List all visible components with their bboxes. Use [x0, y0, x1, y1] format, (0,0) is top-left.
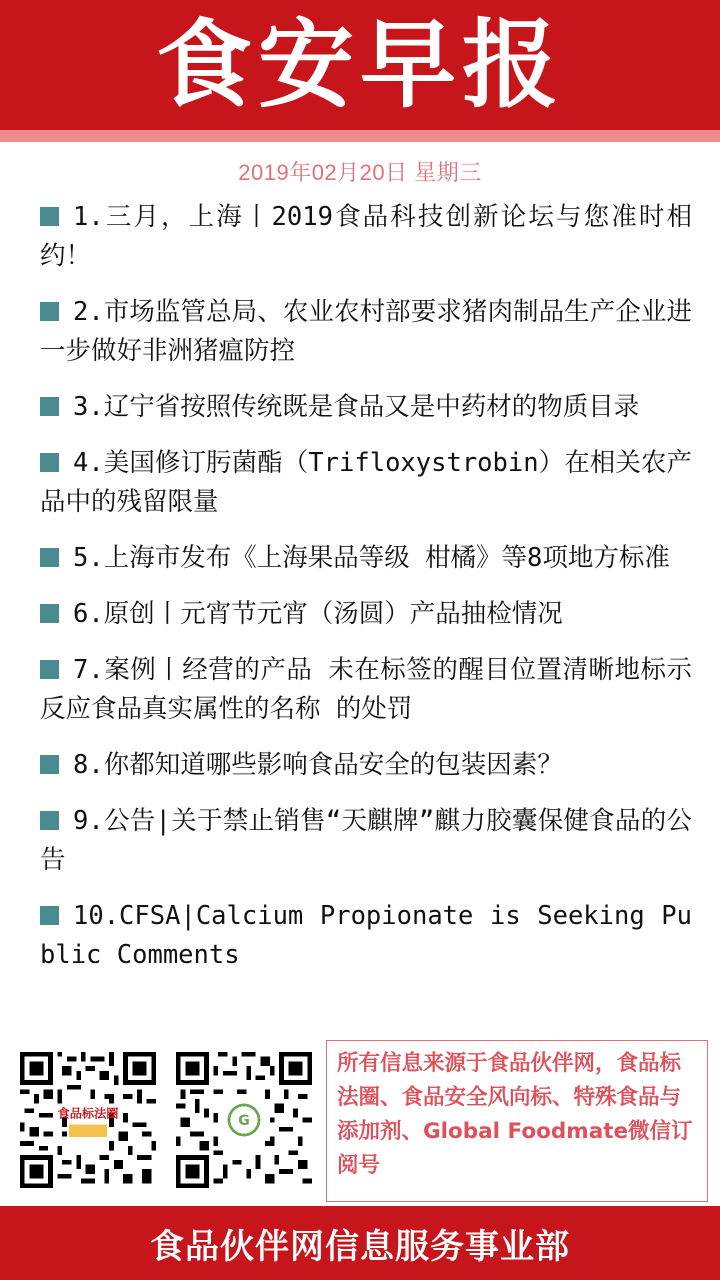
qr-logo-text: G [238, 1113, 250, 1130]
bullet-square-icon [40, 604, 59, 623]
bullet-square-icon [40, 660, 59, 679]
news-item-2[interactable]: 2.市场监管总局、农业农村部要求猪肉制品生产企业进一步做好非洲猪瘟防控 [40, 297, 692, 366]
qr-code-foodmate[interactable] [176, 1052, 312, 1188]
news-item-9[interactable]: 9.公告|关于禁止销售“天麒牌”麒力胶囊保健食品的公告 [40, 806, 692, 875]
date-label: 2019年02月20日 星期三 [238, 160, 482, 185]
news-item-8[interactable]: 8.你都知道哪些影响食品安全的包装因素？ [40, 746, 692, 785]
news-item-5[interactable]: 5.上海市发布《上海果品等级 柑橘》等8项地方标准 [40, 539, 692, 578]
header-stripe [0, 130, 720, 142]
bullet-square-icon [40, 755, 59, 774]
footer-text: 食品伙伴网信息服务事业部 [150, 1226, 570, 1267]
news-item-4[interactable]: 4.美国修订肟菌酯（Trifloxystrobin）在相关农产品中的残留限量 [40, 448, 692, 517]
news-list [40, 198, 692, 992]
header-banner [0, 0, 720, 130]
bullet-square-icon [40, 207, 59, 226]
qr-code-icon [176, 1052, 312, 1188]
footer-area [0, 1040, 720, 1210]
news-item-7[interactable]: 7.案例丨经营的产品 未在标签的醒目位置清晰地标示反应食品真实属性的名称 的处罚 [40, 655, 692, 724]
bullet-square-icon [40, 453, 59, 472]
source-note: 所有信息来源于食品伙伴网，食品标法圈、食品安全风向标、特殊食品与添加剂、Global Foodmate微信订阅号 [326, 1040, 708, 1202]
news-item-10[interactable]: 10.CFSA|Calcium Propionate is Seeking Public Comments [40, 901, 692, 970]
bullet-square-icon [40, 302, 59, 321]
news-item-3[interactable]: 3.辽宁省按照传统既是食品又是中药材的物质目录 [40, 388, 692, 427]
bullet-square-icon [40, 906, 59, 925]
bullet-square-icon [40, 548, 59, 567]
page-title: 食安早报 [156, 9, 564, 121]
qr-code-icon [20, 1052, 156, 1188]
bullet-square-icon [40, 397, 59, 416]
bullet-square-icon [40, 811, 59, 830]
footer-banner [0, 1206, 720, 1280]
news-item-6[interactable]: 6.原创丨元宵节元宵（汤圆）产品抽检情况 [40, 595, 692, 634]
news-item-1[interactable]: 1.三月，上海丨2019食品科技创新论坛与您准时相约！ [40, 202, 692, 271]
qr-code-biaofaquan[interactable] [20, 1052, 156, 1188]
qr-logo-text: 食品标法圈 [57, 1106, 119, 1121]
